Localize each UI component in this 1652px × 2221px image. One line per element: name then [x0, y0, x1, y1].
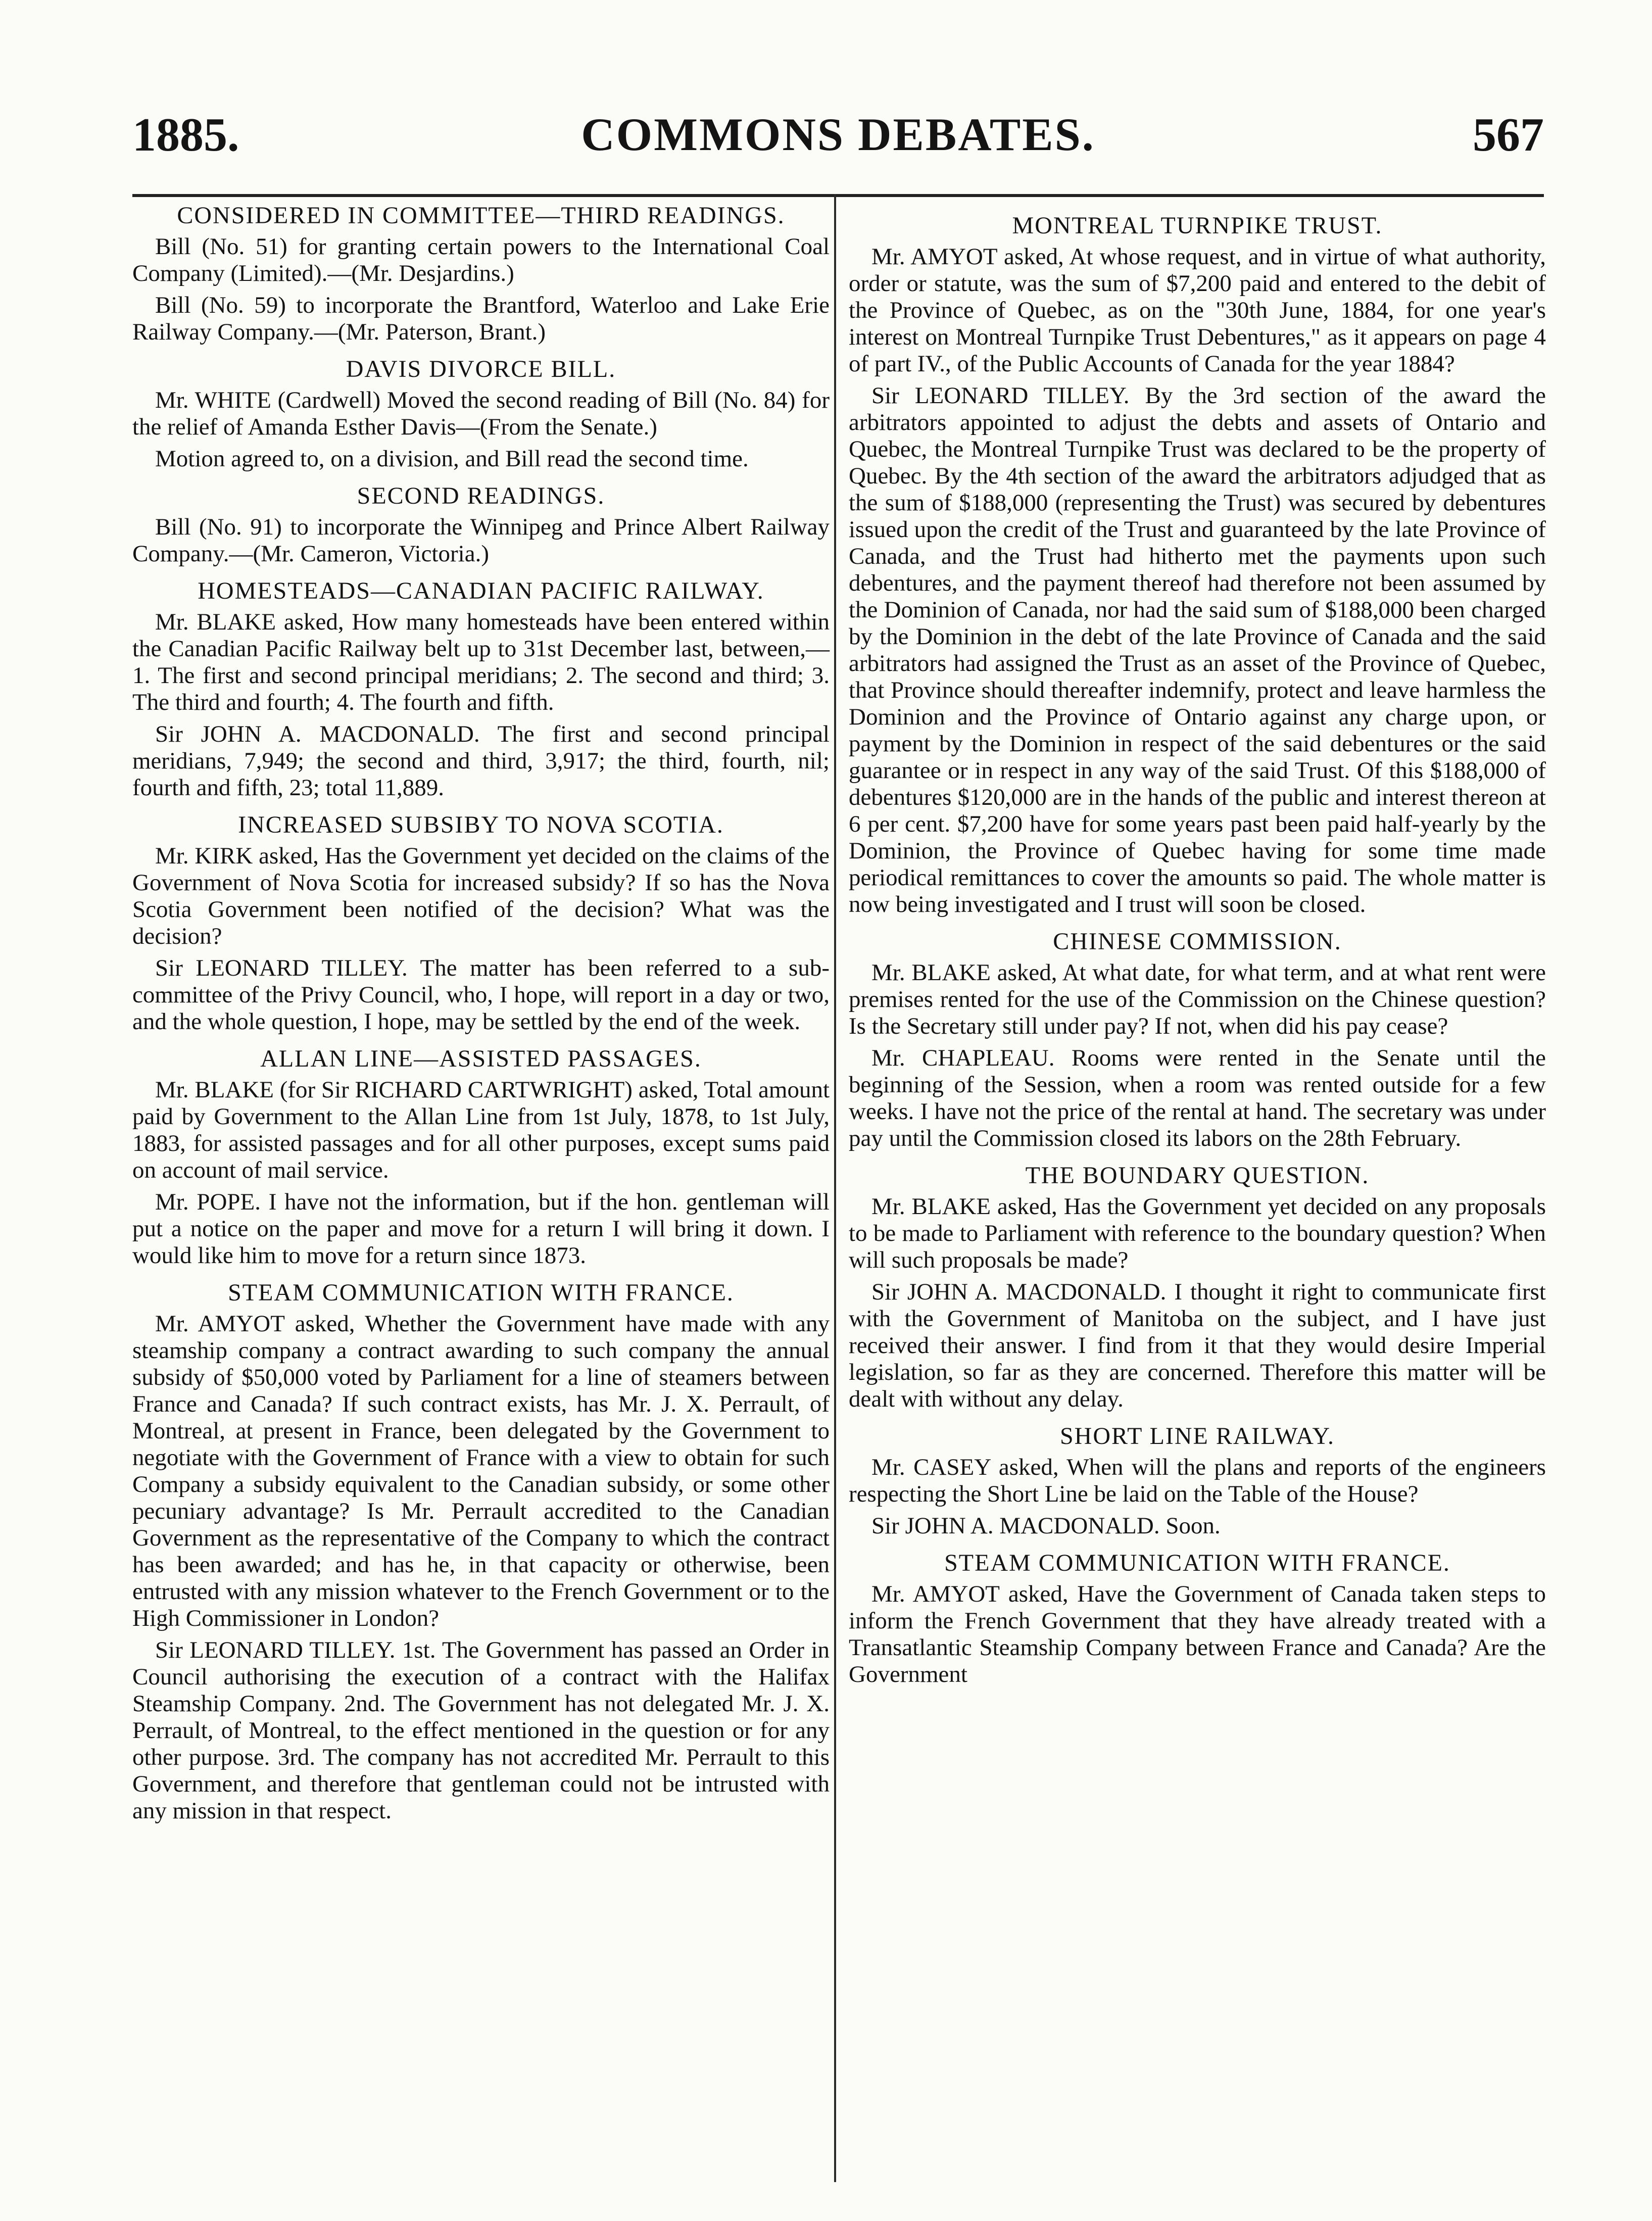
header-title: COMMONS DEBATES.: [581, 109, 1095, 160]
paragraph: Sir LEONARD TILLEY. 1st. The Government has passed an Order in Council authorising the execution of a contract with the Halifax Steamship Company. 2nd. The Government has not delegated Mr. J. X. Perrault, of Montreal, to the effect mentioned in the question or for any other purpose. 3rd. The company has not accredited Mr. Perrault to this Government, and therefore that gentleman could not be intrusted with any mission in that respect.: [132, 1637, 830, 1824]
section-heading: MONTREAL TURNPIKE TRUST.: [1012, 212, 1383, 239]
section-davis-divorce-bill: [132, 356, 830, 472]
section-homesteads: [132, 577, 830, 801]
section-heading: SECOND READINGS.: [357, 482, 605, 509]
header-rule: [132, 194, 1544, 197]
section-heading: DAVIS DIVORCE BILL.: [346, 356, 616, 382]
paragraph: Bill (No. 51) for granting certain powers to the International Coal Company (Limited).—(Mr. Desjardins.): [132, 233, 830, 286]
paragraph: Mr. CHAPLEAU. Rooms were rented in the Senate until the beginning of the Session, when a room was rented outside for a few weeks. I have not the price of the rental at hand. The secretary was under pay until the Commission closed its labors on the 28th February.: [849, 1045, 1546, 1151]
paragraph: Sir JOHN A. MACDONALD. The first and second principal meridians, 7,949; the second and third, 3,917; the third, fourth, nil; fourth and fifth, 23; total 11,889.: [132, 721, 830, 801]
section-heading: THE BOUNDARY QUESTION.: [1025, 1162, 1370, 1189]
section-heading: SHORT LINE RAILWAY.: [1059, 1423, 1335, 1450]
section-short-line-railway: [849, 1423, 1546, 1539]
paragraph: Mr. BLAKE asked, At what date, for what term, and at what rent were premises rented for the use of the Commission on the Chinese question? Is the Secretary still under pay? If not, when did his pay cease?: [849, 959, 1546, 1039]
section-second-readings: [132, 482, 830, 567]
paragraph: Mr. WHITE (Cardwell) Moved the second reading of Bill (No. 84) for the relief of Amanda Esther Davis—(From the Senate.): [132, 387, 830, 440]
section-chinese-commission: [849, 928, 1546, 1152]
header-page-number: 567: [1473, 109, 1544, 161]
paragraph: Sir LEONARD TILLEY. By the 3rd section of the award the arbitrators appointed to adjust the debts and assets of Ontario and Quebec, the Montreal Turnpike Trust was declared to be the property of Quebec. By the 4th section of the award the arbitrators adjudged that as the sum of $188,000 (representing the Trust) was secured by debentures issued upon the credit of the Trust and guaranteed by the late Province of Canada, and the Trust had hitherto met the payments upon such debentures, and the payment thereof had therefore not been assumed by the Dominion of Canada, nor had the said sum of $188,000 been charged by the Dominion in the debt of the late Province of Canada and the said arbitrators had assigned the Trust as an asset of the Province of Quebec, that Province should thereafter indemnify, protect and leave harmless the Dominion and the Province of Ontario against any charge upon, or payment by the Dominion in respect of the said debentures or the said guarantee or in respect in any way of the said Trust. Of this $188,000 of debentures $120,000 are in the hands of the public and interest thereon at 6 per cent. $7,200 have for some years past been paid half-yearly by the Dominion, the Province of Quebec having for some time made periodical remittances to cover the amounts so paid. The whole matter is now being investigated and I trust will soon be closed.: [849, 382, 1546, 918]
paragraph: Bill (No. 91) to incorporate the Winnipeg and Prince Albert Railway Company.—(Mr. Cameron, Victoria.): [132, 514, 830, 567]
paragraph: Mr. BLAKE asked, Has the Government yet decided on any proposals to be made to Parliament with reference to the boundary question? When will such proposals be made?: [849, 1193, 1546, 1273]
header-year: 1885.: [132, 109, 239, 161]
paragraph: Sir JOHN A. MACDONALD. Soon.: [871, 1513, 1221, 1539]
paragraph: Mr. BLAKE asked, How many homesteads have been entered within the Canadian Pacific Railway belt up to 31st December last, between,—1. The first and second principal meridians; 2. The second and third; 3. The third and fourth; 4. The fourth and fifth.: [132, 609, 830, 715]
paragraph: Mr. BLAKE (for Sir RICHARD CARTWRIGHT) asked, Total amount paid by Government to the Allan Line from 1st July, 1878, to 1st July, 1883, for assisted passages and for all other purposes, except sums paid on account of mail service.: [132, 1077, 830, 1183]
paragraph: Mr. AMYOT asked, Whether the Government have made with any steamship company a contract awarding to such company the annual subsidy of $50,000 voted by Parliament for a line of steamers between France and Canada? If such contract exists, has Mr. J. X. Perrault, of Montreal, at present in France, been delegated by the Government to negotiate with the Government of France with a view to obtain for such Company a subsidy equivalent to the Canadian subsidy, or some other pecuniary advantage? Is Mr. Perrault accredited to the Canadian Government as the representative of the Company to which the contract has been awarded; and has he, in that capacity or otherwise, been entrusted with any mission whatever to the French Government or to the High Commissioner in London?: [132, 1311, 830, 1631]
section-allan-line: [132, 1045, 830, 1269]
left-column: [132, 202, 830, 1829]
section-heading: STEAM COMMUNICATION WITH FRANCE.: [228, 1279, 734, 1306]
paragraph: Motion agreed to, on a division, and Bill read the second time.: [155, 446, 749, 472]
section-heading: CHINESE COMMISSION.: [1053, 928, 1342, 955]
paragraph: Sir LEONARD TILLEY. The matter has been referred to a sub-committee of the Privy Council, who, I hope, will report in a day or two, and the whole question, I hope, may be settled by the end of the week.: [132, 955, 830, 1035]
section-montreal-turnpike: [849, 212, 1546, 918]
section-third-readings: [132, 202, 830, 346]
column-divider: [834, 194, 836, 2182]
section-heading: HOMESTEADS—CANADIAN PACIFIC RAILWAY.: [198, 577, 764, 604]
paragraph: Mr. AMYOT asked, Have the Government of Canada taken steps to inform the French Government that they have already treated with a Transatlantic Steamship Company between France and Canada? Are the Government: [849, 1581, 1546, 1687]
page-header: [132, 111, 1544, 177]
section-heading: CONSIDERED IN COMMITTEE—THIRD READINGS.: [177, 202, 785, 229]
paragraph: Mr. AMYOT asked, At whose request, and in virtue of what authority, order or statute, was the sum of $7,200 paid and entered to the debit of the Province of Quebec, as on the "30th June, 1884, for one year's interest on Montreal Turnpike Trust Debentures," as it appears on page 4 of part IV., of the Public Accounts of Canada for the year 1884?: [849, 244, 1546, 377]
section-steam-communication: [132, 1279, 830, 1824]
section-heading: ALLAN LINE—ASSISTED PASSAGES.: [260, 1045, 702, 1072]
section-boundary-question: [849, 1162, 1546, 1413]
paragraph: Sir JOHN A. MACDONALD. I thought it right to communicate first with the Government of Manitoba on the subject, and I have just received their answer. I find from it that they would desire Imperial legislation, so far as they are concerned. Therefore this matter will be dealt with without any delay.: [849, 1279, 1546, 1412]
section-heading: STEAM COMMUNICATION WITH FRANCE.: [944, 1550, 1450, 1576]
section-nova-scotia-subsidy: [132, 811, 830, 1035]
section-steam-communication-2: [849, 1550, 1546, 1688]
paragraph: Mr. POPE. I have not the information, but if the hon. gentleman will put a notice on the paper and move for a return I will bring it down. I would like him to move for a return since 1873.: [132, 1189, 830, 1269]
paragraph: Bill (No. 59) to incorporate the Brantford, Waterloo and Lake Erie Railway Company.—(Mr. Paterson, Brant.): [132, 292, 830, 345]
section-heading: INCREASED SUBSIBY TO NOVA SCOTIA.: [238, 811, 724, 838]
paragraph: Mr. KIRK asked, Has the Government yet decided on the claims of the Government of Nova Scotia for increased subsidy? If so has the Nova Scotia Government been notified of the decision? What was the decision?: [132, 843, 830, 949]
paragraph: Mr. CASEY asked, When will the plans and reports of the engineers respecting the Short Line be laid on the Table of the House?: [849, 1454, 1546, 1507]
right-column: [849, 202, 1546, 1693]
